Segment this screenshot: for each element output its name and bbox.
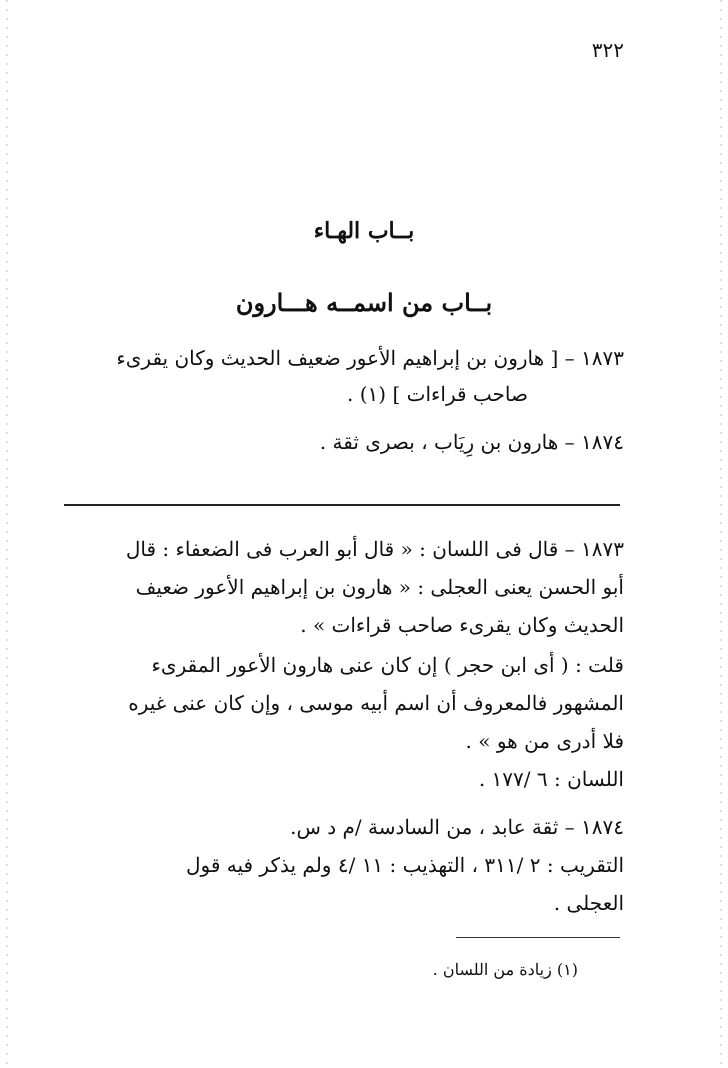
commentary-line: ١٨٧٣ – قال فى اللسان : « قال أبو العرب فى الضعفاء : قال [125,537,624,561]
commentary-line: المشهور فالمعروف أن اسم أبيه موسى ، وإن كان عنى غيره [128,691,624,715]
commentary-line: فلا أدرى من هو » . [465,729,624,753]
page-number: ٣٢٢ [591,38,624,62]
commentary-line: اللسان : ٦ /١٧٧ . [478,767,624,791]
commentary-line: العجلى . [553,891,624,915]
chapter-heading: بــاب الهـاء [313,218,415,244]
commentary-line: التقريب : ٢ /٣١١ ، التهذيب : ١١ /٤ ولم يذكر فيه قول [185,853,624,877]
commentary-line: أبو الحسن يعنى العجلى : « هارون بن إبراهيم الأعور ضعيف [135,575,624,599]
commentary-1874 [64,808,624,922]
entry-line: ١٨٧٣ – [ هارون بن إبراهيم الأعور ضعيف الحديث وكان يقرىء [116,346,624,370]
commentary-note [64,646,624,798]
entry-line: ١٨٧٤ – هارون بن رِيَاب ، بصرى ثقة . [319,430,624,454]
commentary-line: قلت : ( أى ابن حجر ) إن كان عنى هارون الأعور المقرىء [151,653,624,677]
scan-edge-right [720,0,722,1068]
entry-1873 [64,340,624,412]
commentary-1873 [64,530,624,644]
entry-line: صاحب قراءات ] (١) . [347,382,528,406]
scan-edge-left [6,0,8,1068]
entry-1874 [64,424,624,460]
commentary-line: الحديث وكان يقرىء صاحب قراءات » . [300,613,624,637]
commentary-line: ١٨٧٤ – ثقة عابد ، من السادسة /م د س. [290,815,624,839]
text-divider [64,504,620,506]
footnote-divider [456,937,620,938]
footnote: (١) زيادة من اللسان . [432,960,578,979]
section-heading: بــاب من اسمــه هـــارون [235,288,493,317]
